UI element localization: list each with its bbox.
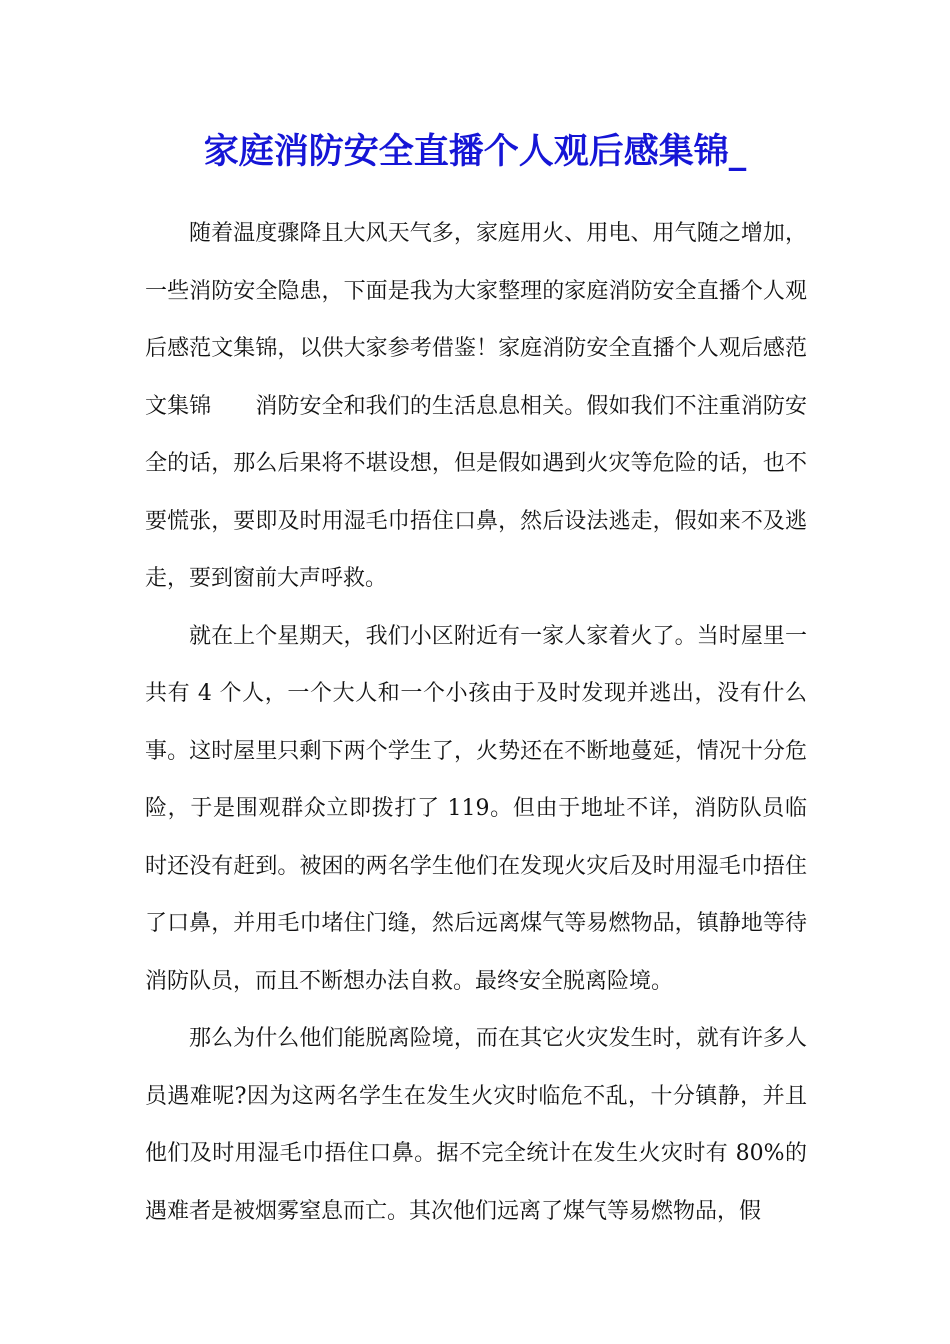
document-title: 家庭消防安全直播个人观后感集锦_ (203, 131, 747, 172)
paragraph-2: 就在上个星期天，我们小区附近有一家人家着火了。当时屋里一共有 4 个人，一个大人和一个小孩由于及时发现并逃出，没有什么事。这时屋里只剩下两个学生了，火势还在不断地蔓延，情况十分危险，于是围观群众立即拨打了 119。但由于地址不详，消防队员临时还没有赶到。被困的两名学生他们在发现火灾后及时用湿毛巾捂住了口鼻，并用毛巾堵住门缝，然后远离煤气等易燃物品，镇静地等待消防队员，而且不断想办法自救。最终安全脱离险境。 (145, 623, 807, 994)
paragraph-3: 那么为什么他们能脱离险境，而在其它火灾发生时，就有许多人员遇难呢?因为这两名学生在发生火灾时临危不乱，十分镇静，并且他们及时用湿毛巾捂住口鼻。据不完全统计在发生火灾时有 80%的遇难者是被烟雾窒息而亡。其次他们远离了煤气等易燃物品，假 (145, 1026, 807, 1224)
document-body (145, 205, 807, 1240)
paragraph-1: 随着温度骤降且大风天气多，家庭用火、用电、用气随之增加，一些消防安全隐患，下面是我为大家整理的家庭消防安全直播个人观后感范文集锦，以供大家参考借鉴！家庭消防安全直播个人观后感范文集锦 消防安全和我们的生活息息相关。假如我们不注重消防安全的话，那么后果将不堪设想，但是假如遇到火灾等危险的话，也不要慌张，要即及时用湿毛巾捂住口鼻，然后设法逃走，假如来不及逃走，要到窗前大声呼救。 (145, 221, 807, 591)
